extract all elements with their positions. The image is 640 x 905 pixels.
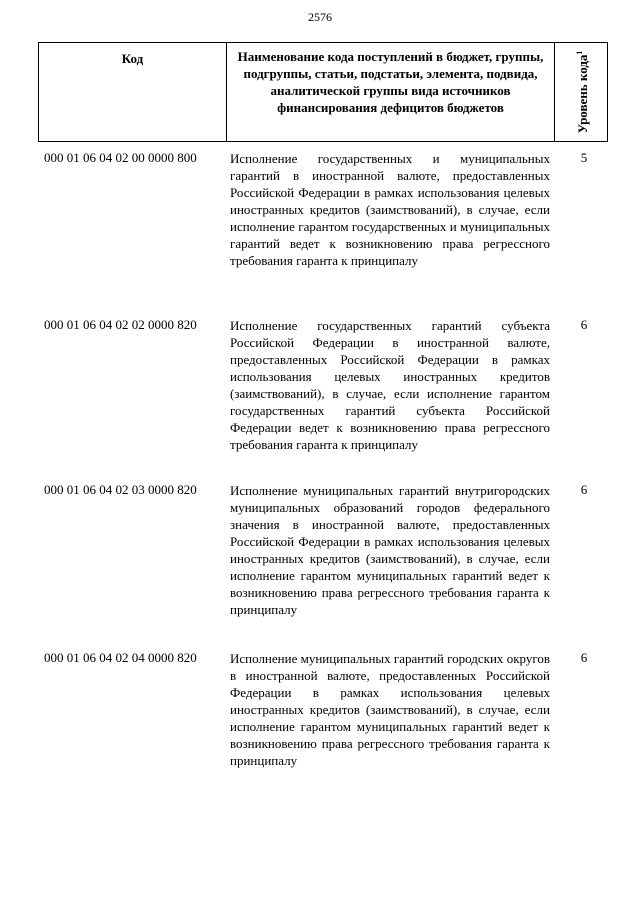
row-level: 5 [580, 150, 588, 165]
header-level-text [572, 51, 590, 134]
table-header [38, 42, 608, 142]
header-name: Наименование кода поступлений в бюджет, группы, подгруппы, статьи, подстатьи, элемента, подвида, аналитической группы вида источников финансирования дефицитов бюджетов [227, 43, 555, 141]
page-number: 2576 [308, 10, 332, 24]
row-description: Исполнение муниципальных гарантий городских округов в иностранной валюте, предоставленных Российской Федерации в рамках использования целевых иностранных кредитов (заимствований), в случае, если исполнение гарантом муниципальных гарантий ведет к возникновению права регрессного требования гаранта к принципалу [230, 651, 550, 768]
row-level: 6 [580, 482, 588, 497]
row-code: 000 01 06 04 02 02 0000 820 [44, 317, 197, 332]
header-level-footnote: 1 [574, 50, 584, 55]
header-code: Код [39, 43, 227, 141]
row-code: 000 01 06 04 02 00 0000 800 [44, 150, 197, 165]
row-level: 6 [580, 650, 588, 665]
row-description: Исполнение муниципальных гарантий внутригородских муниципальных образований городов федерального значения в иностранной валюте, предоставленных Российской Федерации в рамках использования целевых иностранных кредитов (заимствований), в случае, если исполнение гарантом муниципальных гарантий ведет к возникновению права регрессного требования гаранта к принципалу [230, 483, 550, 617]
header-level-label: Уровень кода [575, 54, 591, 134]
row-code: 000 01 06 04 02 03 0000 820 [44, 482, 197, 497]
header-level [555, 43, 607, 141]
row-code: 000 01 06 04 02 04 0000 820 [44, 650, 197, 665]
row-level: 6 [580, 317, 588, 332]
row-description: Исполнение государственных гарантий субъекта Российской Федерации в иностранной валюте, предоставленных Российской Федерации в рамках использования целевых иностранных кредитов (заимствований), в случае, если исполнение гарантом государственных гарантий субъекта Российской Федерации ведет к возникновению права регрессного требования гаранта к принципалу [230, 318, 550, 452]
row-description: Исполнение государственных и муниципальных гарантий в иностранной валюте, предоставленных Российской Федерации в рамках использования целевых иностранных кредитов (заимствований), в случае, если исполнение гарантом государственных и муниципальных гарантий ведет к возникновению права регрессного требования гаранта к принципалу [230, 151, 550, 268]
